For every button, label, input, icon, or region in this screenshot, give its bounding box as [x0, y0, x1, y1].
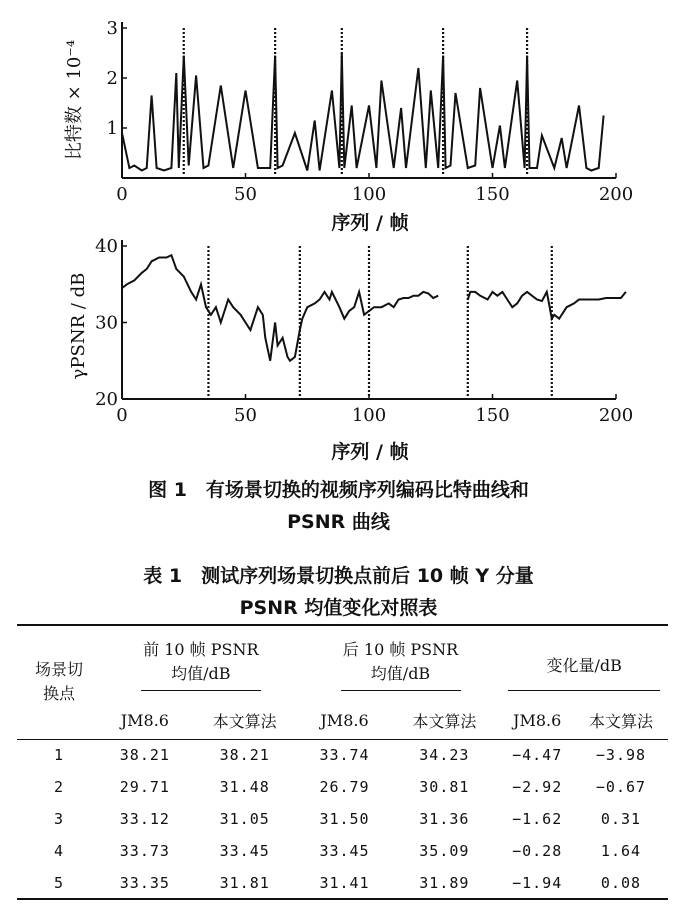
bitrate-ylabel-text: 比特数 × 10⁻⁴ — [64, 39, 85, 161]
bitrate-chart — [0, 0, 677, 240]
cell: 1.64 — [600, 842, 642, 860]
cell: 33.73 — [119, 842, 170, 860]
psnr-chart — [0, 228, 677, 468]
cell: −0.67 — [595, 778, 647, 796]
x-tick-label: 150 — [475, 184, 510, 205]
psnr-series-line-2 — [468, 292, 626, 319]
psnr-xlabel: 序列 / 帧 — [331, 441, 409, 463]
cell: 35.09 — [419, 842, 470, 860]
subheader-after-jm: JM8.6 — [320, 711, 369, 731]
cell: 0.31 — [600, 810, 642, 828]
table-row — [17, 835, 668, 867]
header-change-label: 变化量/dB — [508, 639, 660, 691]
cell: 29.71 — [119, 778, 170, 796]
cell: 31.05 — [219, 810, 270, 828]
table-row — [17, 867, 668, 899]
bitrate-ylabel — [64, 40, 85, 160]
subheader-before-jm: JM8.6 — [120, 711, 169, 731]
bitrate-series-line — [122, 53, 604, 171]
psnr-comparison-table — [17, 624, 668, 900]
cell: −4.47 — [512, 746, 563, 765]
cell: 33.45 — [219, 842, 270, 860]
cell: 38.21 — [219, 746, 270, 765]
psnr-ylabel: γPSNR / dB — [68, 272, 89, 380]
x-tick-label: 0 — [116, 184, 128, 205]
cell: 31.36 — [419, 810, 470, 828]
cell: 0.08 — [600, 873, 642, 892]
cell: 33.12 — [119, 810, 170, 828]
header-before-label: 前 10 帧 PSNR 均值/dB — [141, 638, 261, 691]
x-tick-label: 50 — [234, 405, 257, 426]
x-tick-label: 150 — [475, 405, 510, 426]
cell: −2.92 — [512, 778, 563, 796]
x-tick-label: 100 — [351, 405, 387, 426]
psnr-chart-svg — [0, 228, 677, 468]
cell: 31.81 — [219, 873, 270, 892]
cell: −0.28 — [512, 842, 563, 860]
subheader-before-ours: 本文算法 — [212, 712, 277, 732]
cell: 2 — [53, 778, 65, 796]
x-tick-label: 200 — [598, 405, 634, 426]
header-before-group — [101, 625, 301, 703]
cell: −1.94 — [512, 873, 563, 892]
cell: 34.23 — [419, 746, 470, 765]
bitrate-chart-svg — [0, 0, 677, 240]
cell: 30.81 — [419, 778, 470, 796]
table-row — [17, 771, 668, 803]
cell: −1.62 — [512, 810, 563, 828]
y-tick-label: 40 — [95, 236, 118, 257]
cell: 26.79 — [319, 778, 370, 796]
x-tick-label: 0 — [116, 405, 128, 426]
cell: 33.74 — [319, 746, 370, 765]
cell: −3.98 — [595, 746, 647, 765]
cell: 5 — [53, 873, 65, 892]
figure-caption-line-2: PSNR 曲线 — [287, 511, 390, 533]
cell: 31.48 — [219, 778, 270, 796]
cell: 31.89 — [419, 873, 470, 892]
table-caption-line-2: PSNR 均值变化对照表 — [239, 597, 438, 619]
figure-caption-line-1: 图 1 有场景切换的视频序列编码比特曲线和 — [148, 479, 529, 501]
cell: 31.41 — [319, 873, 370, 892]
table-row — [17, 803, 668, 835]
psnr-series-line-1 — [122, 255, 438, 361]
cell: 31.50 — [319, 810, 370, 828]
y-tick-label: 3 — [106, 18, 118, 39]
table-row — [17, 739, 668, 771]
header-after-group — [301, 625, 501, 703]
subheader-change-jm: JM8.6 — [513, 711, 562, 731]
cell: 33.35 — [119, 873, 170, 892]
subheader-after-ours: 本文算法 — [412, 712, 477, 732]
x-tick-label: 100 — [351, 184, 387, 205]
bitrate-xlabel: 序列 / 帧 — [331, 212, 409, 234]
cell: 33.45 — [319, 842, 370, 860]
cell: 4 — [53, 842, 65, 860]
cell: 1 — [53, 746, 65, 765]
table-caption — [0, 560, 677, 624]
x-tick-label: 200 — [598, 184, 634, 205]
figure-caption — [0, 474, 677, 538]
cell: 38.21 — [119, 746, 170, 765]
subheader-change-ours: 本文算法 — [588, 712, 653, 732]
cell: 3 — [53, 810, 65, 828]
table-caption-line-1: 表 1 测试序列场景切换点前后 10 帧 Y 分量 — [143, 565, 534, 587]
header-scene-cut — [17, 625, 101, 739]
y-tick-label: 30 — [95, 312, 118, 334]
y-tick-label: 20 — [95, 389, 118, 410]
header-after-label: 后 10 帧 PSNR 均值/dB — [341, 638, 461, 691]
header-change-group — [500, 625, 668, 703]
x-tick-label: 50 — [234, 184, 257, 205]
y-tick-label: 1 — [106, 118, 118, 139]
header-scene-cut-label: 场景切换点 — [35, 660, 84, 704]
y-tick-label: 2 — [106, 68, 118, 89]
